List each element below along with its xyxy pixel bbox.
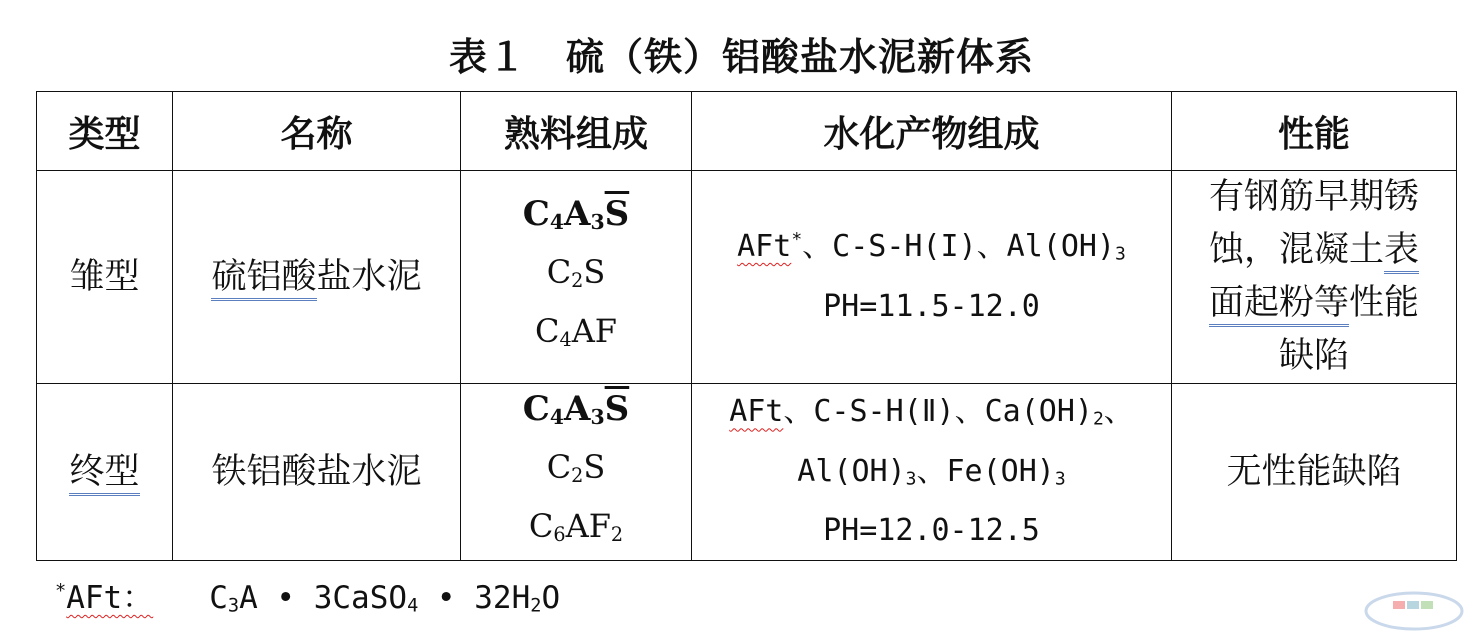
- hydration-line-1: AFt*、C-S-H(I)、$Al(OH)_3$: [737, 229, 1126, 265]
- hydration-line-2: PH=11.5-12.0: [823, 288, 1040, 324]
- clinker-formula-1: $C_4A_3\overline{S}$: [522, 389, 630, 430]
- cement-system-table: [36, 91, 1457, 561]
- hydration-line-1: AFt、C-S-H(Ⅱ)、$Ca(OH)_2$、: [729, 394, 1134, 430]
- table-title: 表１ 硫（铁）铝酸盐水泥新体系: [448, 35, 1034, 79]
- clinker-formula-2: $C_2S$: [546, 253, 606, 293]
- table-row: [37, 384, 1457, 561]
- watermark-logo-icon: [1359, 575, 1469, 635]
- name-label: 铁铝酸盐水泥: [211, 451, 422, 492]
- name-cell: [173, 384, 461, 561]
- hydration-line-3: PH=12.0-12.5: [823, 513, 1040, 549]
- header-hydration: 水化产物组成: [692, 92, 1172, 171]
- hydration-line-2: $Al(OH)_3$、$Fe(OH)_3$: [797, 453, 1066, 490]
- name-rest: 盐水泥: [316, 257, 422, 297]
- performance-text: 无性能缺陷: [1226, 451, 1402, 492]
- performance-cell: [1172, 171, 1457, 384]
- header-type: 类型: [37, 92, 173, 171]
- table-row: [37, 171, 1457, 384]
- hydration-cell: [692, 171, 1172, 384]
- clinker-formula-1: $C_4A_3\overline{S}$: [522, 194, 630, 235]
- clinker-cell: [461, 171, 692, 384]
- name-underlined: 硫铝酸: [211, 257, 316, 301]
- header-performance: 性能: [1172, 92, 1457, 171]
- header-row: [37, 92, 1457, 171]
- type-cell: [37, 171, 173, 384]
- name-cell: [173, 171, 461, 384]
- performance-text: 有钢筋早期锈 蚀，混凝土表 面起粉等性能 缺陷: [1208, 177, 1420, 376]
- clinker-formula-3: $C_6AF_2$: [528, 506, 624, 546]
- type-label: 终型: [69, 452, 139, 496]
- performance-cell: [1172, 384, 1457, 561]
- footnote: *AFt： $C_3A$ • 3CaSO$_4$ • $32H_2O$: [55, 580, 561, 617]
- header-clinker: 熟料组成: [461, 92, 692, 171]
- hydration-cell: [692, 384, 1172, 561]
- type-cell: [37, 384, 173, 561]
- clinker-cell: [461, 384, 692, 561]
- clinker-formula-3: $C_4AF$: [534, 312, 617, 351]
- header-name: 名称: [173, 92, 461, 171]
- type-label: 雏型: [69, 257, 140, 297]
- clinker-formula-2: $C_2S$: [546, 448, 606, 487]
